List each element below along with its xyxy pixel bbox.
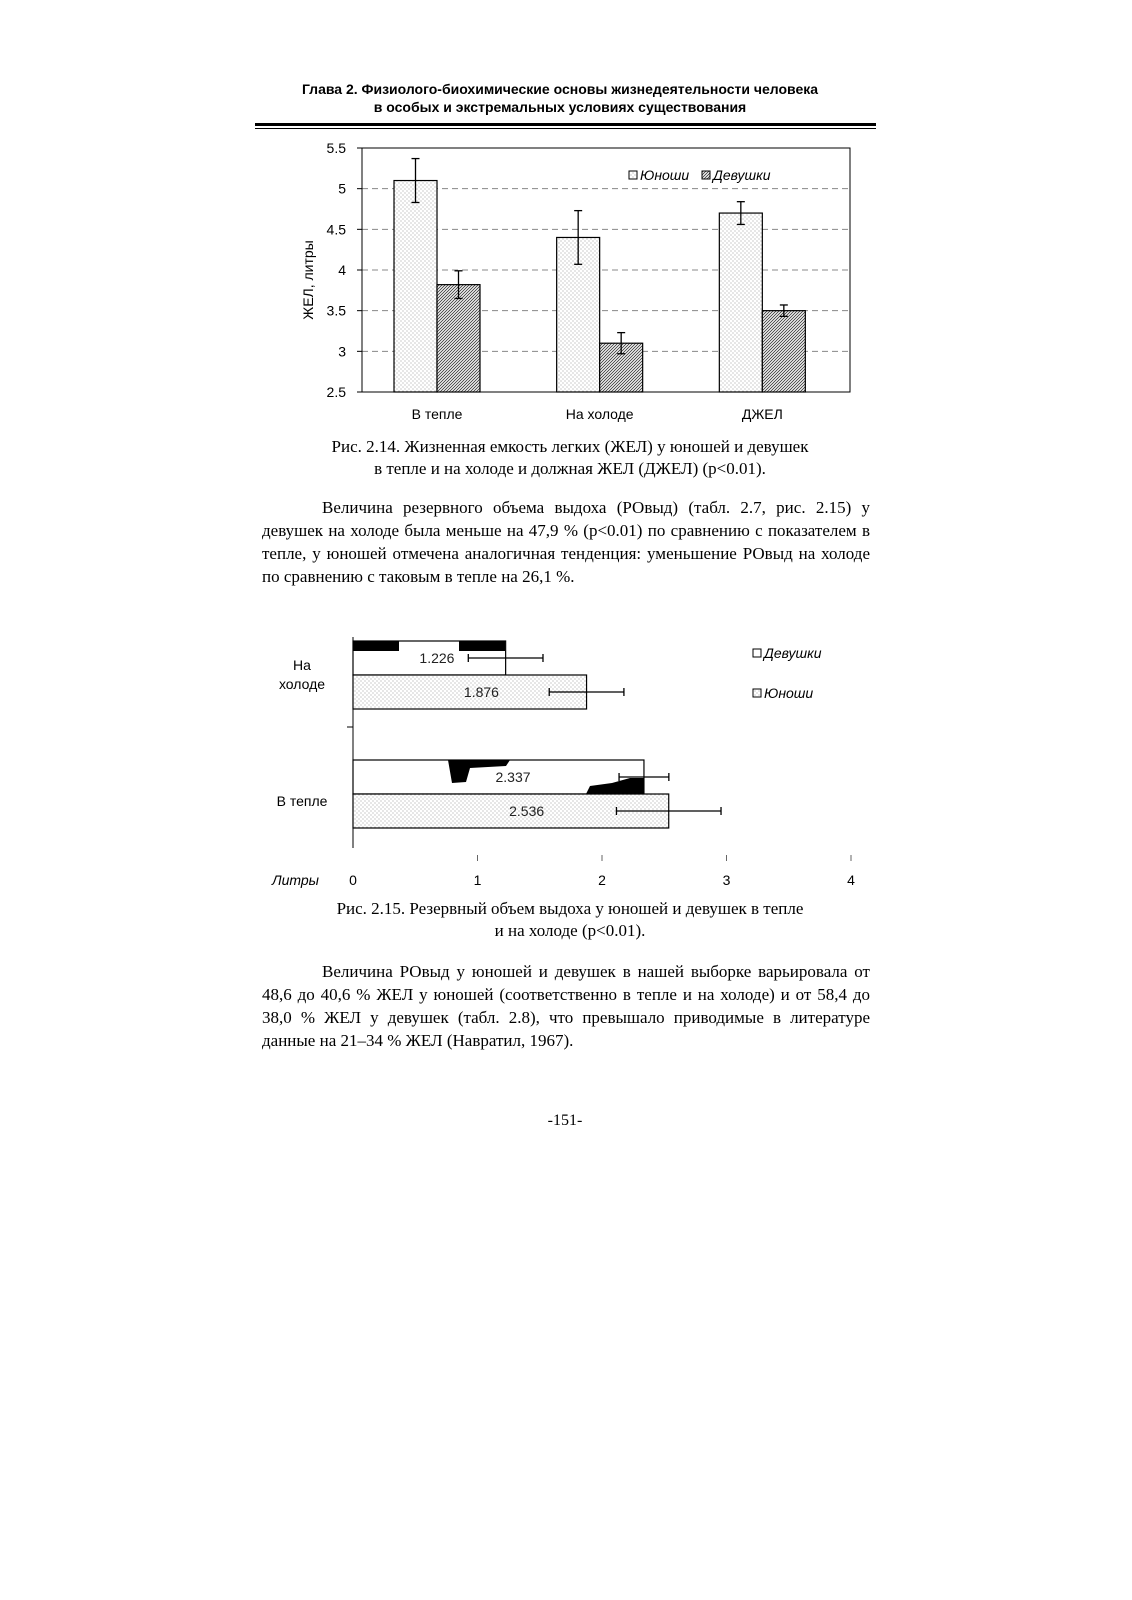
legend-swatch-youths-2	[753, 689, 761, 697]
legend-swatch-girls-2	[753, 649, 761, 657]
legend-label-girls-2: Девушки	[764, 645, 822, 661]
figure-2-15-caption-line2: и на холоде (p<0.01).	[494, 921, 646, 940]
x-tick-label: 1	[473, 872, 482, 888]
x-tick-label: 2	[598, 872, 606, 888]
paragraph-expiratory-reserve: Величина резервного объема выдоха (РОвыд) (табл. 2.7, рис. 2.15) у девушек на холоде была меньше на 47,9 % (p<0.01) по сравнению с показателем в тепле, у юношей отмечена аналогичная тенденция: уменьшение РОвыд на холоде по сравнению с таковым в тепле на 26,1 %.	[262, 498, 870, 586]
y-tick-label: 4	[338, 262, 346, 278]
running-header-line2: в особых и экстремальных условиях существования	[373, 99, 747, 115]
figure-2-14-caption-line1: Рис. 2.14. Жизненная емкость легких (ЖЕЛ) у юношей и девушек	[331, 437, 809, 456]
x-tick-label: 3	[722, 872, 731, 888]
figure-2-15-caption	[240, 898, 900, 942]
legend-label-youths-2: Юноши	[764, 685, 814, 701]
y-tick-label: 4.5	[326, 221, 346, 238]
figure-2-15-caption-line1: Рис. 2.15. Резервный объем выдоха у юношей и девушек в тепле	[336, 899, 804, 918]
y-tick-label: 5	[338, 180, 346, 197]
bar-value-label: 2.337	[495, 769, 531, 785]
x-category-label: На холоде	[565, 406, 634, 422]
category-label-cold-line1: На	[293, 657, 311, 673]
figure-2-14-caption-line2: в тепле и на холоде и должная ЖЕЛ (ДЖЕЛ) (p<0.01).	[374, 459, 766, 478]
category-label-warm: В тепле	[276, 793, 328, 809]
paragraph-variation: Величина РОвыд у юношей и девушек в нашей выборке варьировала от 48,6 до 40,6 % ЖЕЛ у юношей (соответственно в тепле и на холоде) и от 58,4 до 38,0 % ЖЕЛ у девушек (табл. 2.8), что превышало приводимые в литературе данные на 21–34 % ЖЕЛ (Навратил, 1967).	[262, 962, 870, 1050]
bar-value-label: 2.536	[509, 803, 545, 819]
category-label-cold-line2: холоде	[278, 676, 326, 692]
x-tick-label: 0	[349, 872, 357, 888]
legend-label-youths: Юноши	[640, 167, 690, 183]
y-tick-label: 5.5	[326, 140, 346, 156]
bar-value-label: 1.226	[419, 650, 455, 666]
x-tick-label: 4	[847, 872, 855, 888]
y-tick-label: 3.5	[326, 302, 346, 319]
x-category-label: В тепле	[411, 406, 463, 422]
x-axis-title: Литры	[272, 872, 319, 888]
chart2-legend	[753, 645, 822, 701]
y-tick-label: 3	[338, 343, 346, 360]
y-axis-title: ЖЕЛ, литры	[300, 240, 316, 320]
legend-label-girls: Девушки	[713, 167, 771, 183]
bar-value-label: 1.876	[463, 684, 499, 700]
running-header-line1: Глава 2. Физиолого-биохимические основы жизнедеятельности человека	[301, 81, 819, 97]
page-number: -151-	[547, 1112, 583, 1129]
y-tick-label: 2.5	[326, 384, 346, 400]
x-category-label: ДЖЕЛ	[741, 406, 783, 422]
